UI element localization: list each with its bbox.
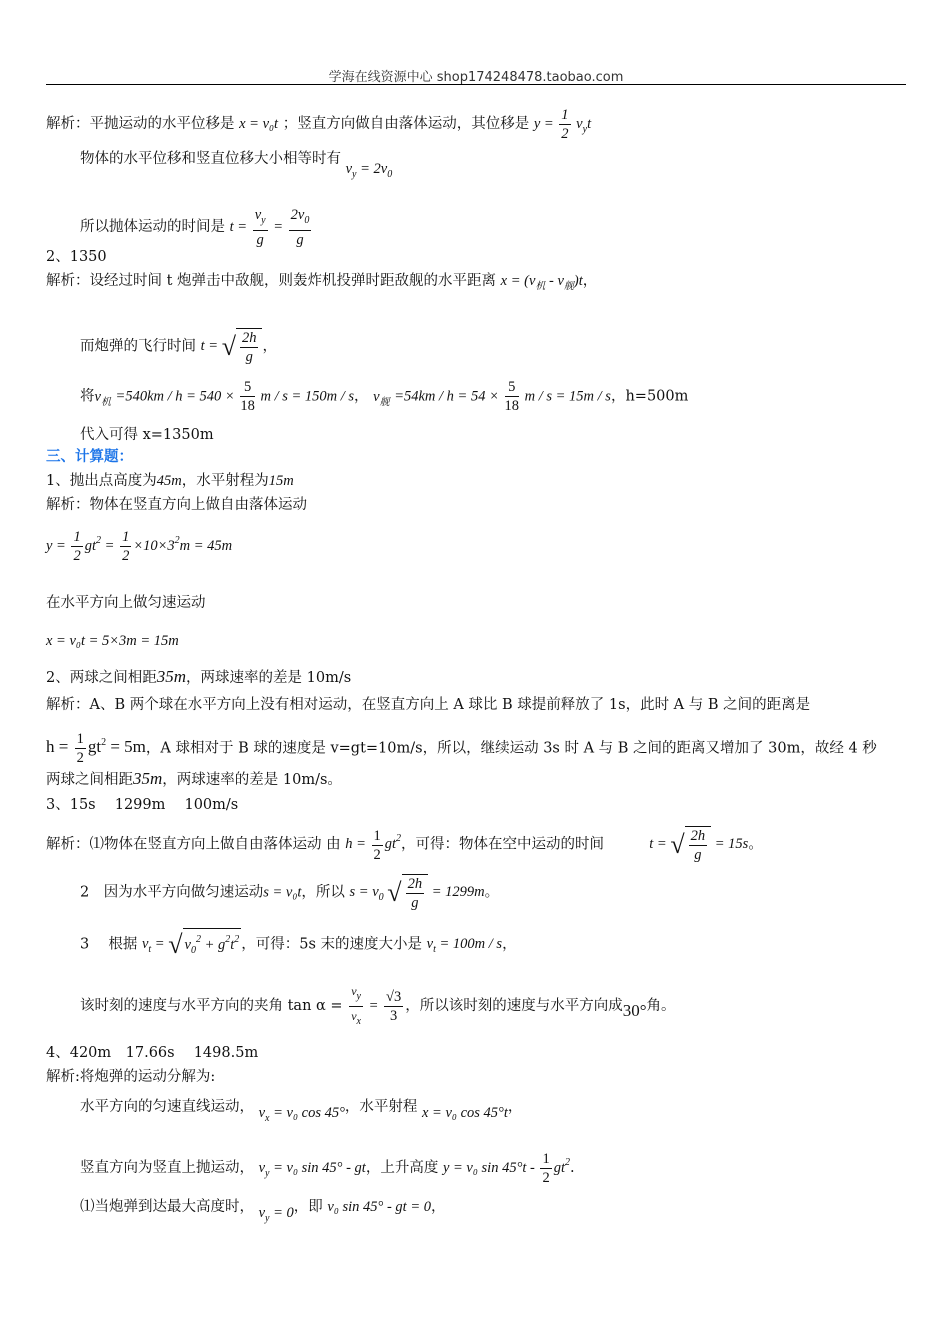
analysis-line-16: 解析：A、B 两个球在水平方向上没有相对运动，在竖直方向上 A 球比 B 球提前释放了 1s，此时 A 与 B 之间的距离是 [46,697,811,713]
page-header: 学海在线资源中心 shop174248478.taobao.com [328,70,624,85]
formula-x: x = v₀t [239,115,279,132]
answer-4: 4、420m 17.66s 1498.5m [46,1045,259,1061]
analysis-line-22: 3 根据 $v_t$ = √ $v_0^2 + g^2t^2$ ，可得：5s 末的速度大小是 $v_t = 100m / s$， [80,928,517,962]
text: 物体的水平位移和竖直位移大小相等时有 [80,151,341,167]
analysis-line-7: 将$v_机 =540km / h = 540$ × $\frac{5}{18}$ m / s = 150m / s， $v_舰 =54km / h = 54$ × $\frac{5}{18}$ m / s = 15m / s，h=500m [80,379,689,414]
analysis-line-18: 两球之间相距35m，两球速率的差是 10m/s。 [46,769,342,788]
analysis-line-21: 2 因为水平方向做匀速运动s = v₀t，所以 $s = v_0$ √ $\frac{2h}{g}$ = 1299m。 [80,876,500,911]
analysis-line-8: 代入可得 x=1350m [80,427,214,443]
formula-t: t = $\frac{v_y}{g}$ = $\frac{2v_0}{g}$ [229,207,310,248]
text: 所以抛体运动的时间是 [80,218,225,235]
section-heading: 三、计算题： [46,448,133,465]
analysis-line-26: 水平方向的匀速直线运动， $v_x = v_0$ cos 45°，水平射程 x = v₀ cos 45°t， [80,1099,523,1124]
formula-y-calc: y = $\frac{1}{2}$ $gt^2$ = $\frac{1}{2}$ $\times 10\times 3^2m = 45m$ [46,529,233,564]
analysis-line-20: 解析：⑴物体在竖直方向上做自由落体运动 由 h = $\frac{1}{2}$ $gt^2$，可得：物体在空中运动的时间 t = √ $\frac{2h}{g}$ = 15s。 [46,827,763,863]
analysis-line-27: 竖直方向为竖直上抛运动， $v_y = v_0$ sin 45° - gt，上升高度 y = v₀ sin 45°t - $\frac{1}{2}$ $gt^2$. [80,1151,575,1186]
analysis-line-1 [46,106,591,143]
formula-vy: $v_y = 2v_0$ [345,161,393,180]
analysis-line-25: 解析:将炮弹的运动分解为: [46,1069,216,1085]
analysis-line-11: 解析：物体在竖直方向上做自由落体运动 [46,497,307,513]
analysis-line-17: h = $\frac{1}{2}$ $gt^2 = 5m$，A 球相对于 B 球的速度是 v=gt=10m/s，所以，继续运动 3s 时 A 与 B 之间的距离又增加了 30m，故经 4 秒 [46,731,877,766]
analysis-line-5: 解析：设经过时间 t 炮弹击中敌舰，则轰炸机投弹时距敌舰的水平距离 $x = (v_机 - v_舰)t$， [46,273,598,292]
formula-x-calc: x = v₀t = 5×3m = 15m [46,633,179,649]
analysis-line-13: 在水平方向上做匀速运动 [46,595,206,611]
formula-y: y = $\frac{1}{2}$ $v_yt$ [533,107,592,142]
answer-2b: 2、两球之间相距35m，两球速率的差是 10m/s [46,667,352,686]
analysis-line-3 [80,206,313,249]
answer-1: 1、抛出点高度为45m，水平射程为15m [46,473,294,489]
header-divider [46,84,906,85]
analysis-line-28: ⑴当炮弹到达最大高度时， $v_y = 0$，即 v₀ sin 45° - gt = 0， [80,1199,446,1224]
analysis-line-2 [80,148,393,180]
answer-3: 3、15s 1299m 100m/s [46,797,239,813]
text: 而炮弹的飞行时间 [80,338,196,355]
analysis-line-6: 而炮弹的飞行时间 t = √ $\frac{2h}{g}$ ， [80,330,277,365]
formula-x-rel: $x = (v_机 - v_舰)t$ [500,273,583,292]
text: 解析：平抛运动的水平位移是 [46,115,235,132]
text: 解析：设经过时间 t 炮弹击中敌舰，则轰炸机投弹时距敌舰的水平距离 [46,273,497,289]
analysis-line-23: 该时刻的速度与水平方向的夹角 tan α = $\frac{v_y}{v_x}$ = $\frac{√3}{3}$ ，所以该时刻的速度与水平方向成30°角。 [80,984,676,1027]
answer-2: 2、1350 [46,249,107,265]
text: ；竖直方向做自由落体运动，其位移是 [282,115,530,132]
formula-flight-time: t = √ $\frac{2h}{g}$ [201,338,263,354]
fraction: $\frac{1}{2}$ [561,107,569,142]
